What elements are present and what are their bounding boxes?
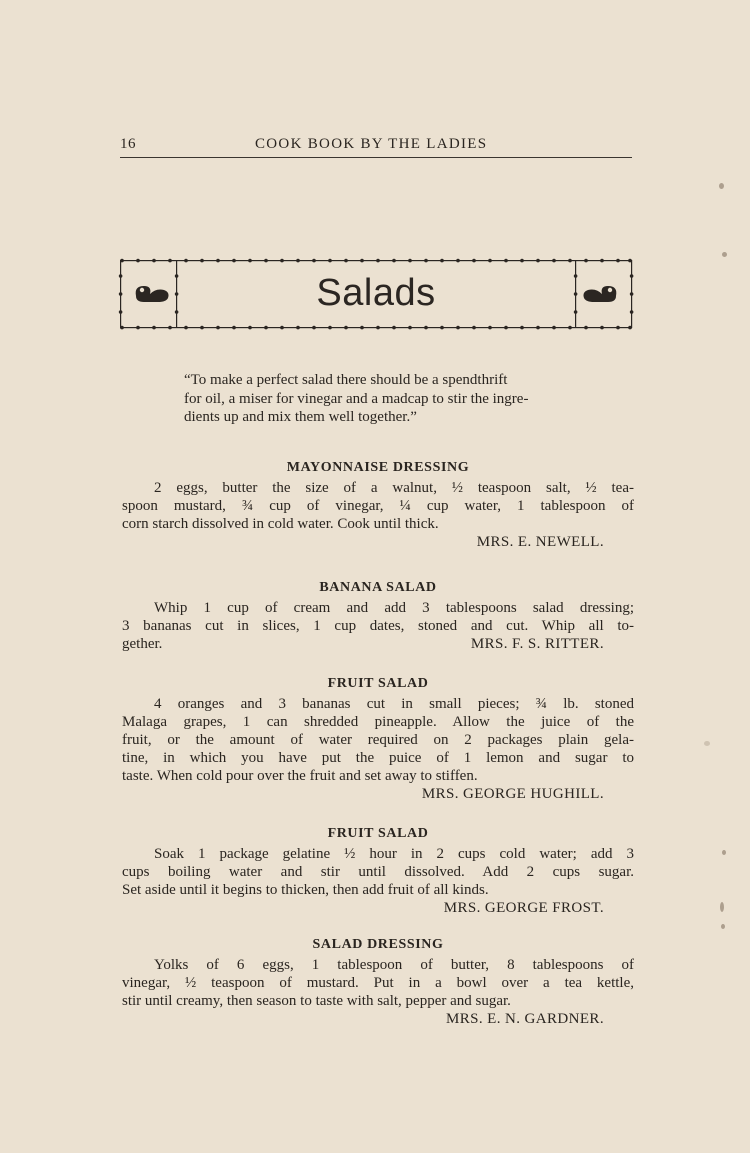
recipe-author: MRS. GEORGE FROST. [443, 900, 604, 916]
recipe-fruit-salad-1 [122, 676, 634, 803]
recipe-line: Yolks of 6 eggs, 1 tablespoon of butter, 8 tablespoons of [154, 957, 634, 973]
recipe-line: gether. [122, 636, 163, 652]
paper-speck [722, 252, 727, 257]
recipe-line: 4 oranges and 3 bananas cut in small pieces; ¾ lb. stoned [154, 696, 634, 712]
recipe-last-line [122, 635, 634, 653]
recipe-banana-salad [122, 580, 634, 653]
recipe-author: MRS. E. NEWELL. [476, 534, 604, 550]
epigraph-line: for oil, a miser for vinegar and a madcap to stir the ingre- [184, 390, 529, 407]
epigraph [184, 371, 606, 427]
epigraph-line: dients up and mix them well together.” [184, 409, 417, 425]
paper-speck [722, 850, 726, 855]
recipe-body [122, 695, 634, 785]
recipe-body [122, 479, 634, 533]
recipe-line: 2 eggs, butter the size of a walnut, ½ teaspoon salt, ½ tea- [154, 480, 634, 496]
swan-ornament-left-icon [136, 286, 169, 302]
recipe-line: taste. When cold pour over the fruit and set away to stiffen. [122, 768, 478, 784]
paper-speck [721, 924, 725, 929]
recipe-line: Whip 1 cup of cream and add 3 tablespoons salad dressing; [154, 600, 634, 616]
paper-speck [719, 183, 724, 189]
recipe-line: stir until creamy, then season to taste with salt, pepper and sugar. [122, 993, 511, 1009]
recipe-line: vinegar, ½ teaspoon of mustard. Put in a bowl over a tea kettle, [122, 975, 634, 991]
header-rule [120, 157, 632, 158]
page-number: 16 [120, 136, 136, 152]
epigraph-line: “To make a perfect salad there should be a spendthrift [184, 372, 508, 388]
recipe-body [122, 599, 634, 635]
recipe-title: FRUIT SALAD [327, 826, 429, 841]
recipe-salad-dressing [122, 937, 634, 1028]
recipe-line: 3 bananas cut in slices, 1 cup dates, stoned and cut. Whip all to- [122, 618, 634, 634]
paper-speck [720, 902, 724, 912]
recipe-title: MAYONNAISE DRESSING [286, 460, 470, 475]
recipe-author: MRS. GEORGE HUGHILL. [421, 786, 604, 802]
recipe-line: tine, in which you have put the puice of 1 lemon and sugar to [122, 750, 634, 766]
running-title: COOK BOOK BY THE LADIES [255, 136, 488, 152]
recipe-line: Set aside until it begins to thicken, then add fruit of all kinds. [122, 882, 489, 898]
recipe-line: spoon mustard, ¾ cup of vinegar, ¼ cup water, 1 tablespoon of [122, 498, 634, 514]
recipe-title: BANANA SALAD [319, 580, 437, 595]
paper-speck [704, 741, 710, 746]
recipe-line: cups boiling water and stir until dissolved. Add 2 cups sugar. [122, 864, 634, 880]
recipe-line: Malaga grapes, 1 can shredded pineapple. Allow the juice of the [122, 714, 634, 730]
recipe-body [122, 956, 634, 1010]
recipe-title: SALAD DRESSING [312, 937, 444, 952]
recipe-line: Soak 1 package gelatine ½ hour in 2 cups cold water; add 3 [154, 846, 634, 862]
recipe-fruit-salad-2 [122, 826, 634, 917]
recipe-author: MRS. E. N. GARDNER. [445, 1011, 604, 1027]
recipe-author: MRS. F. S. RITTER. [470, 636, 604, 652]
recipe-body [122, 845, 634, 899]
running-head [120, 136, 632, 158]
recipe-line: corn starch dissolved in cold water. Cook until thick. [122, 516, 439, 532]
recipe-line: fruit, or the amount of water required on 2 packages plain gela- [122, 732, 634, 748]
recipe-mayonnaise-dressing [122, 460, 634, 551]
swan-ornament-right-icon [584, 286, 617, 302]
recipe-title: FRUIT SALAD [327, 676, 429, 691]
section-title: Salads [316, 272, 436, 314]
section-banner [118, 256, 634, 332]
